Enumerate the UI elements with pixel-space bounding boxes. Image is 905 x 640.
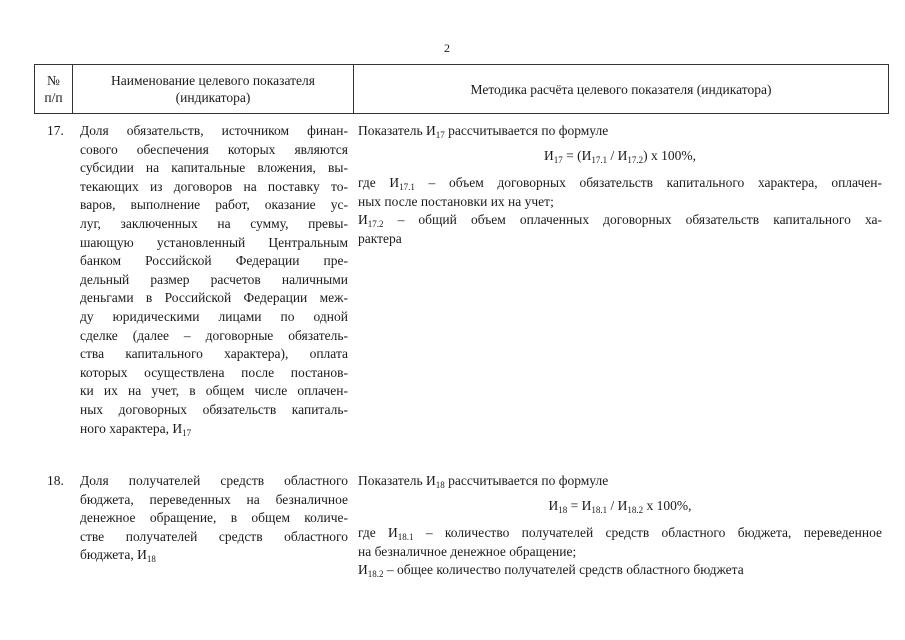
- definition-1-cont: на безналичное денежное обращение;: [358, 543, 577, 559]
- definition-2-cont: рактера: [358, 230, 402, 246]
- indicator-name-line: сового обеспечения которых являются: [80, 141, 348, 157]
- indicator-name-line: ки их на учет, в общем числе оплачен-: [80, 383, 348, 399]
- indicator-name-line: субсидии на капитальные вложения, вы-: [80, 160, 348, 176]
- definition-1: где $И_{17.1}$ – объем договорных обязательств капитального характера, оплачен-: [358, 175, 882, 193]
- indicator-name-line: варов, выполнение работ, оказание ус-: [80, 197, 348, 213]
- formula: $И_{17} = (И_{17.1} / И_{17.2})$ х 100%,: [544, 147, 696, 165]
- indicator-name-line: луг, заключенных на сумму, превы-: [80, 215, 348, 231]
- definition-1-cont: ных после постановки их на учет;: [358, 193, 554, 209]
- row-number: 17.: [47, 123, 64, 138]
- formula: $И_{18} = И_{18.1} / И_{18.2}$ х 100%,: [548, 497, 692, 515]
- indicator-name-line: которых осуществлена после постанов-: [80, 364, 348, 380]
- definition-2: $И_{18.2}$ – общее количество получателей средств областного бюджета: [358, 562, 744, 580]
- table-header: [34, 64, 889, 114]
- row-number: 18.: [47, 473, 64, 488]
- indicator-name: [80, 472, 348, 565]
- indicator-name-line: текающих из договоров на поставку то-: [80, 178, 348, 194]
- indicator-name-line: ду юридическими лицами по одной: [80, 308, 348, 324]
- indicator-name-line: Доля получателей средств областного: [80, 473, 348, 488]
- method-intro: Показатель $И_{18}$ рассчитывается по формуле: [358, 473, 609, 490]
- indicator-name-line: ного характера, $И_{17}$: [80, 420, 192, 438]
- definition-1: где $И_{18.1}$ – количество получателей средств областного бюджета, переведенное: [358, 525, 882, 543]
- indicator-name-line: сделке (далее – договорные обязатель-: [80, 327, 348, 343]
- header-col-method: Методика расчёта целевого показателя (индикатора): [354, 65, 889, 114]
- header-col-name: Наименование целевого показателя (индикатора): [73, 65, 354, 114]
- calculation-method: [358, 122, 882, 249]
- indicator-name-line: ных договорных обязательств капиталь-: [80, 401, 348, 417]
- header-col-number: № п/п: [35, 65, 73, 114]
- indicator-name-line: денежное обращение, в общем количе-: [80, 510, 348, 526]
- indicator-name-line: стве получателей средств областного: [80, 528, 348, 544]
- indicator-name-line: ства капитального характера), оплата: [80, 346, 348, 362]
- indicator-name-line: бюджета, переведенных на безналичное: [80, 491, 348, 507]
- page-number: 2: [444, 41, 450, 55]
- indicator-name-line: шающую установленный Центральным: [80, 234, 348, 250]
- indicator-name-line: деньгами в Российской Федерации меж-: [80, 290, 348, 306]
- method-intro: Показатель $И_{17}$ рассчитывается по формуле: [358, 123, 609, 140]
- indicator-name: [80, 122, 348, 438]
- indicator-name-line: дельный размер расчетов наличными: [80, 271, 348, 287]
- calculation-method: [358, 472, 882, 580]
- indicator-name-line: банком Российской Федерации пре-: [80, 253, 348, 269]
- indicator-name-line: бюджета, $И_{18}$: [80, 547, 156, 565]
- definition-2: $И_{17.2}$ – общий объем оплаченных договорных обязательств капитального ха-: [358, 212, 882, 230]
- indicator-name-line: Доля обязательств, источником финан-: [80, 123, 348, 138]
